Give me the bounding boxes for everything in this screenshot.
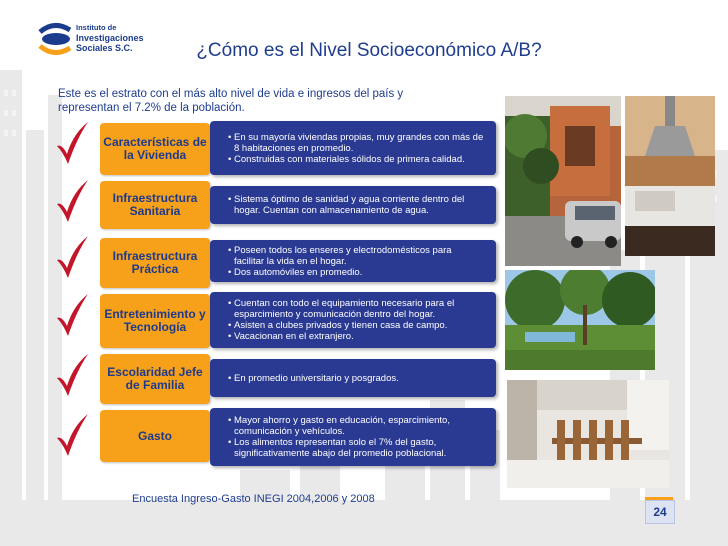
bullet-text: Asisten a clubes privados y tienen casa de campo. xyxy=(234,320,448,331)
bullet-item: • Sistema óptimo de sanidad y agua corriente dentro del hogar. Cuentan con almacenamiento de agua. xyxy=(228,194,484,216)
bullet-text: Vacacionan en el extranjero. xyxy=(234,331,354,342)
bullet-text: En su mayoría viviendas propias, muy grandes con más de 8 habitaciones en promedio. xyxy=(234,131,484,154)
row-label-gasto: Gasto xyxy=(100,410,210,462)
page-number: 24 xyxy=(645,500,675,524)
row-label-practica: Infraestructura Práctica xyxy=(100,238,210,288)
logo-line-3: Sociales S.C. xyxy=(76,42,133,53)
bullet-text: Construidas con materiales sólidos de primera calidad. xyxy=(234,153,465,165)
bullet-text: Mayor ahorro y gasto en educación, esparcimiento, comunicación y vehículos. xyxy=(234,415,450,437)
row-desc-sanitaria xyxy=(210,186,496,224)
check-icon xyxy=(55,120,89,166)
garden-pool-photo xyxy=(505,270,655,370)
bullet-text: Sistema óptimo de sanidad y agua corriente dentro del hogar. Cuentan con almacenamiento de agua. xyxy=(234,194,465,216)
row-desc-vivienda xyxy=(210,121,496,175)
row-desc-practica xyxy=(210,240,496,282)
bullet-item: • Los alimentos representan solo el 7% del gasto, significativamente abajo del promedio poblacional. xyxy=(228,437,484,459)
source-citation: Encuesta Ingreso-Gasto INEGI 2004,2006 y 2008 xyxy=(132,493,375,505)
slide-title: ¿Cómo es el Nivel Socioeconómico A/B? xyxy=(196,40,542,61)
check-icon xyxy=(55,234,89,280)
row-label-entretenimiento: Entretenimiento y Tecnología xyxy=(100,294,210,348)
bullet-text: Cuentan con todo el equipamiento necesario para el esparcimiento y comunicación dentro del hogar. xyxy=(234,298,455,320)
check-icon xyxy=(55,412,89,458)
row-label-vivienda: Características de la Vivienda xyxy=(100,123,210,175)
bullet-item: • Mayor ahorro y gasto en educación, esparcimiento, comunicación y vehículos. xyxy=(228,415,484,437)
row-label-sanitaria: Infraestructura Sanitaria xyxy=(100,181,210,229)
check-icon xyxy=(55,292,89,338)
row-desc-escolaridad xyxy=(210,359,496,397)
row-desc-entretenimiento xyxy=(210,292,496,348)
dining-room-photo xyxy=(507,380,669,488)
bullet-text: Poseen todos los enseres y electrodomésticos para facilitar la vida en el hogar. xyxy=(234,244,452,267)
bullet-item: • Cuentan con todo el equipamiento necesario para el esparcimiento y comunicación dentro del hogar. xyxy=(228,298,484,320)
bullet-item: • En promedio universitario y posgrados. xyxy=(228,372,399,384)
bullet-item: • En su mayoría viviendas propias, muy grandes con más de 8 habitaciones en promedio. xyxy=(228,131,484,154)
bullet-text: Dos automóviles en promedio. xyxy=(234,266,363,278)
house-driveway-photo xyxy=(505,96,621,266)
bullet-text: Los alimentos representan solo el 7% del gasto, significativamente abajo del promedio poblacional. xyxy=(234,437,447,459)
bullet-item: • Asisten a clubes privados y tienen casa de campo. xyxy=(228,320,448,331)
bullet-item: • Construidas con materiales sólidos de primera calidad. xyxy=(228,153,465,165)
bullet-item: • Poseen todos los enseres y electrodomésticos para facilitar la vida en el hogar. xyxy=(228,245,484,267)
kitchen-photo xyxy=(625,96,715,256)
bullet-item: • Vacacionan en el extranjero. xyxy=(228,331,354,342)
check-icon xyxy=(55,352,89,398)
bullet-item: • Dos automóviles en promedio. xyxy=(228,266,363,278)
row-label-escolaridad: Escolaridad Jefe de Familia xyxy=(100,354,210,404)
logo-line-2: Investigaciones xyxy=(76,32,144,43)
check-icon xyxy=(55,178,89,224)
intro-text: Este es el estrato con el más alto nivel de vida e ingresos del país y representan el 7.2% de la población. xyxy=(58,88,404,114)
row-desc-gasto xyxy=(210,408,496,466)
bullet-text: En promedio universitario y posgrados. xyxy=(234,372,399,384)
logo-line-1: Instituto de xyxy=(76,23,117,32)
